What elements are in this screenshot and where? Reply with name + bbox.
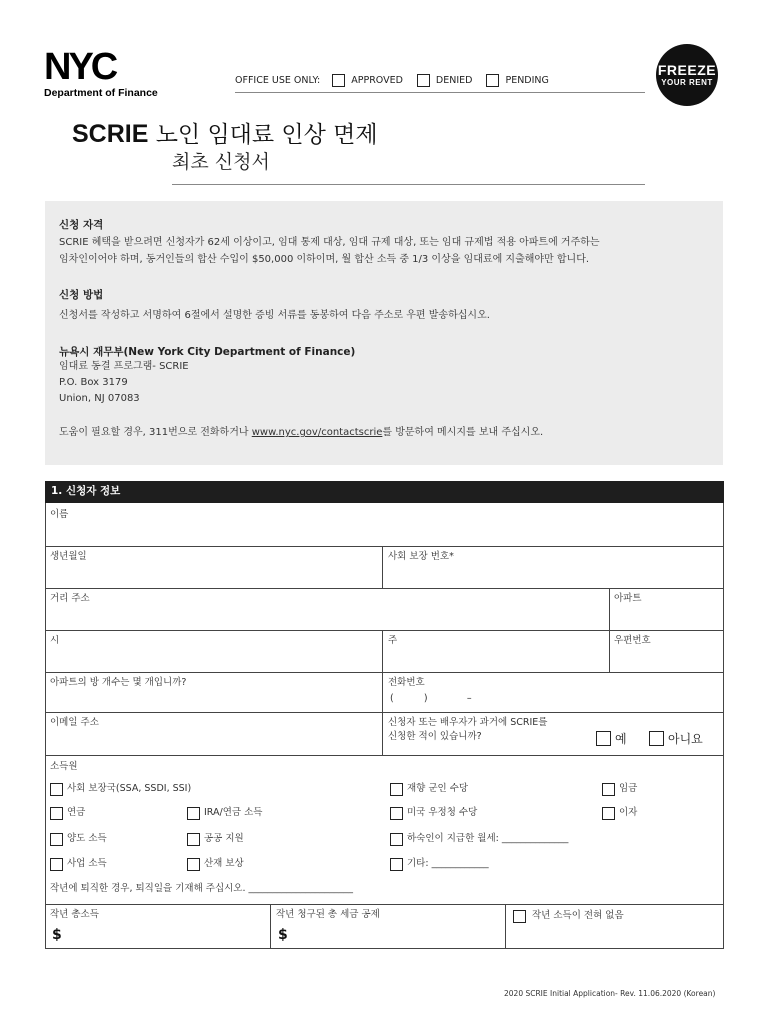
badge-line2: YOUR RENT (661, 78, 713, 87)
state-field[interactable]: 주 (388, 635, 398, 646)
retirement-date-field[interactable]: 작년에 퇴직한 경우, 퇴직일을 기재해 주십시오. ______________________ (50, 883, 354, 894)
income-boarder-label: 하숙인이 지급한 월세: ______________ (407, 833, 569, 844)
help-text (59, 424, 543, 441)
denied-label: DENIED (435, 75, 473, 86)
prior-no-checkbox[interactable] (649, 731, 664, 746)
prior-scrie-question-line2: 신청한 적이 있습니까? (388, 731, 482, 742)
row-divider (45, 904, 724, 905)
income-ira-checkbox[interactable] (187, 807, 200, 820)
prior-yes-option[interactable] (596, 730, 627, 747)
income-interest-checkbox[interactable] (602, 807, 615, 820)
phone-field-label: 전화번호 (388, 677, 425, 688)
eligibility-line1: SCRIE 혜택을 받으려면 신청자가 62세 이상이고, 임대 통제 대상, 임대 규제 대상, 또는 임대 규제법 적용 아파트에 거주하는 (59, 237, 600, 248)
street-address-field[interactable]: 거리 주소 (50, 593, 90, 604)
title-main: 노인 임대료 인상 면제 (155, 122, 378, 148)
page-subtitle: 최초 신청서 (172, 151, 270, 173)
income-veterans-checkbox[interactable] (390, 783, 403, 796)
income-ssa-checkbox[interactable] (50, 783, 63, 796)
method-text: 신청서를 작성하고 서명하여 6절에서 설명한 증빙 서류를 동봉하여 다음 주소로 우편 발송하십시오. (59, 310, 490, 321)
income-wages-option[interactable] (602, 782, 637, 796)
tax-deductions-label: 작년 청구된 총 세금 공제 (276, 909, 380, 920)
tax-deductions-field[interactable]: $ (278, 927, 288, 943)
prior-yes-label: 예 (615, 732, 627, 746)
income-wages-checkbox[interactable] (602, 783, 615, 796)
row-divider (45, 630, 724, 631)
apt-field[interactable]: 아파트 (614, 593, 642, 604)
no-income-checkbox[interactable] (513, 910, 526, 923)
phone-field[interactable]: ( ) – (390, 693, 472, 704)
info-box (45, 201, 723, 465)
income-workers-option[interactable] (187, 857, 244, 871)
col-divider (609, 588, 610, 630)
income-alimony-label: 양도 소득 (67, 833, 107, 844)
pending-checkbox[interactable] (486, 74, 499, 87)
income-postal-checkbox[interactable] (390, 807, 403, 820)
income-business-checkbox[interactable] (50, 858, 63, 871)
income-pension-checkbox[interactable] (50, 807, 63, 820)
email-field[interactable]: 이메일 주소 (50, 717, 99, 728)
help-prefix: 도움이 필요할 경우, 311번으로 전화하거나 (59, 427, 252, 438)
income-veterans-option[interactable] (390, 782, 468, 796)
office-use-rule (235, 92, 645, 93)
income-interest-option[interactable] (602, 806, 637, 820)
department-name: Department of Finance (44, 87, 158, 99)
income-boarder-option[interactable] (390, 832, 568, 846)
row-divider (45, 588, 724, 589)
col-divider (382, 546, 383, 588)
income-postal-label: 미국 우정청 수당 (407, 807, 478, 818)
income-interest-label: 이자 (619, 807, 638, 818)
income-workers-label: 산재 보상 (204, 858, 244, 869)
denied-checkbox[interactable] (417, 74, 430, 87)
income-ssa-label: 사회 보장국(SSA, SSDI, SSI) (67, 783, 192, 794)
rooms-field[interactable]: 아파트의 방 개수는 몇 개입니까? (50, 677, 187, 688)
name-field[interactable]: 이름 (50, 509, 69, 520)
row-divider (45, 672, 724, 673)
income-other-label: 기타: ____________ (407, 858, 489, 869)
income-public-label: 공공 지원 (204, 833, 244, 844)
income-alimony-option[interactable] (50, 832, 107, 846)
income-business-label: 사업 소득 (67, 858, 107, 869)
address-line2: P.O. Box 3179 (59, 377, 128, 388)
prior-yes-checkbox[interactable] (596, 731, 611, 746)
title-rule (172, 184, 645, 185)
no-income-label: 작년 소득이 전혀 없음 (532, 910, 624, 921)
col-divider (609, 630, 610, 672)
total-income-label: 작년 총소득 (50, 909, 99, 920)
no-income-option[interactable] (513, 909, 624, 923)
badge-line1: FREEZE (657, 62, 717, 78)
approved-checkbox[interactable] (332, 74, 345, 87)
total-income-field[interactable]: $ (52, 927, 62, 943)
income-pension-label: 연금 (67, 807, 86, 818)
prior-scrie-question-line1: 신청자 또는 배우자가 과거에 SCRIE를 (388, 717, 548, 728)
form-right-border (723, 503, 724, 949)
income-ira-option[interactable] (187, 806, 262, 820)
col-divider (382, 672, 383, 755)
form-bottom-border (45, 948, 724, 949)
income-other-checkbox[interactable] (390, 858, 403, 871)
income-alimony-checkbox[interactable] (50, 833, 63, 846)
eligibility-heading: 신청 자격 (59, 219, 104, 231)
ssn-field[interactable]: 사회 보장 번호* (388, 551, 454, 562)
address-line1: 임대료 동결 프로그램- SCRIE (59, 361, 189, 372)
income-ssa-option[interactable] (50, 782, 191, 796)
city-field[interactable]: 시 (50, 635, 60, 646)
income-public-option[interactable] (187, 832, 244, 846)
zip-field[interactable]: 우편번호 (614, 635, 651, 646)
income-veterans-label: 재향 군인 수당 (407, 783, 469, 794)
contact-link[interactable]: www.nyc.gov/contactscrie (251, 427, 383, 438)
footer-revision: 2020 SCRIE Initial Application- Rev. 11.06.2020 (Korean) (504, 989, 716, 998)
row-divider (45, 755, 724, 756)
income-postal-option[interactable] (390, 806, 477, 820)
eligibility-line2: 임차인이어야 하며, 동거인들의 합산 수입이 $50,000 이하이며, 월 합산 소득 중 1/3 이상을 임대료에 지출해야만 합니다. (59, 254, 590, 265)
section1-header: 1. 신청자 정보 (45, 481, 724, 503)
page-title (72, 116, 378, 149)
pending-label: PENDING (505, 75, 549, 86)
prior-no-option[interactable] (649, 730, 703, 747)
income-sources-label: 소득원 (50, 761, 78, 772)
income-boarder-checkbox[interactable] (390, 833, 403, 846)
income-other-option[interactable] (390, 857, 489, 871)
col-divider (382, 630, 383, 672)
address-line3: Union, NJ 07083 (59, 393, 140, 404)
col-divider (270, 904, 271, 948)
row-divider (45, 546, 724, 547)
income-wages-label: 임금 (619, 783, 638, 794)
income-public-checkbox[interactable] (187, 833, 200, 846)
col-divider (505, 904, 506, 948)
income-ira-label: IRA/연금 소득 (204, 807, 263, 818)
income-business-option[interactable] (50, 857, 107, 871)
approved-label: APPROVED (351, 75, 403, 86)
title-prefix: SCRIE (72, 120, 149, 148)
office-use-row (235, 74, 549, 87)
prior-no-label: 아니요 (668, 732, 703, 746)
row-divider (45, 712, 724, 713)
income-workers-checkbox[interactable] (187, 858, 200, 871)
method-heading: 신청 방법 (59, 289, 104, 301)
form-left-border (45, 503, 46, 949)
nyc-logo: NYC (44, 46, 116, 88)
help-suffix: 를 방문하여 메시지를 보내 주십시오. (382, 427, 544, 438)
office-use-label: OFFICE USE ONLY: (235, 75, 321, 86)
freeze-your-rent-badge (656, 44, 718, 106)
dob-field[interactable]: 생년월일 (50, 551, 87, 562)
income-pension-option[interactable] (50, 806, 85, 820)
address-heading: 뉴욕시 재무부(New York City Department of Finance) (59, 346, 356, 358)
